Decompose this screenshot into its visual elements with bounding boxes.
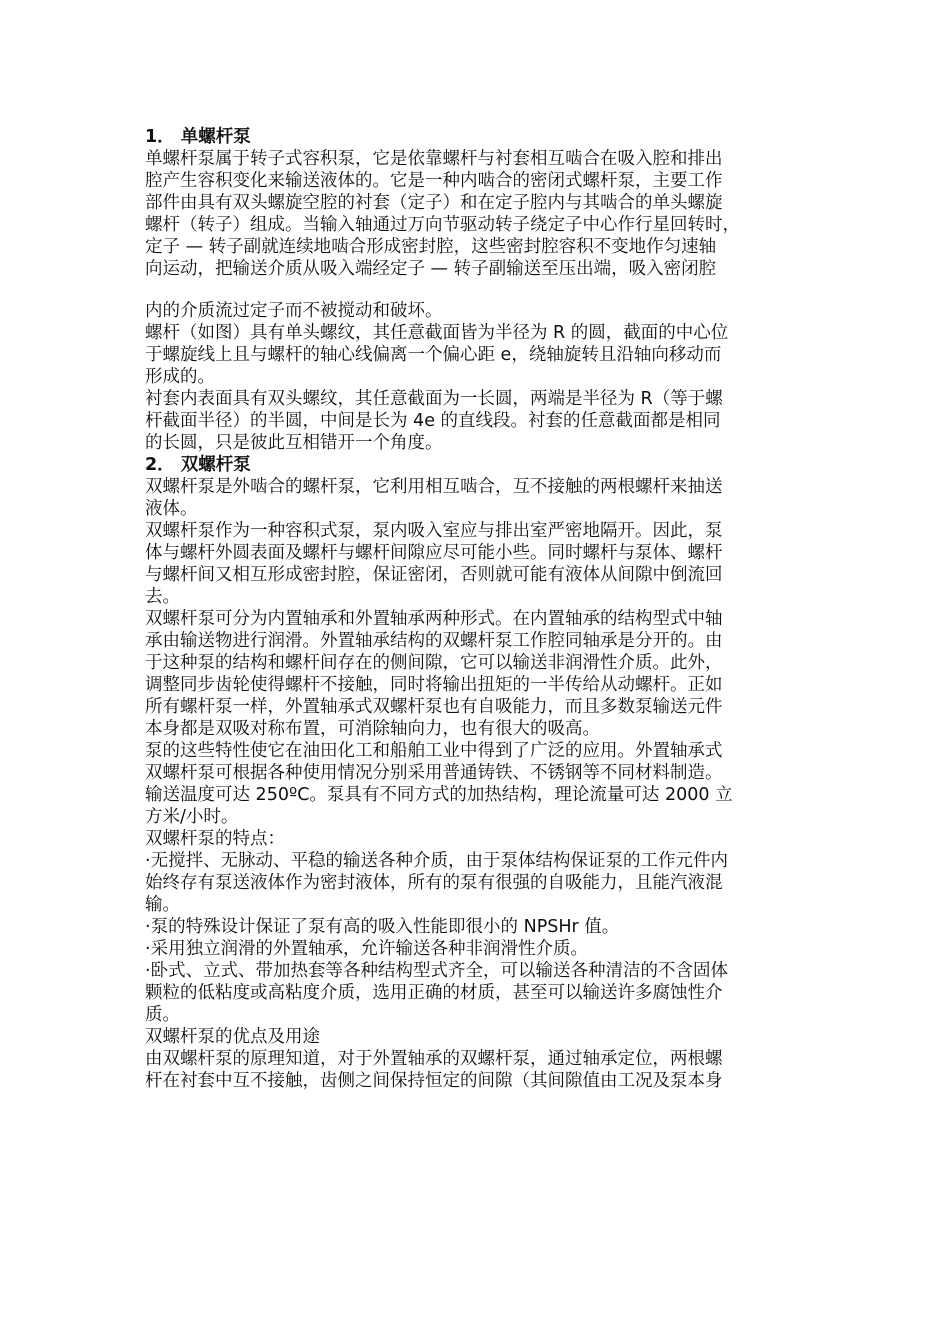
section-heading-twin-screw-pump: 2． 双螺杆泵 xyxy=(145,455,251,475)
text-line: 承由输送物进行润滑。外置轴承结构的双螺杆泵工作腔同轴承是分开的。由 xyxy=(145,631,723,651)
text-line: 泵的这些特性使它在油田化工和船舶工业中得到了广泛的应用。外置轴承式 xyxy=(145,741,723,761)
text-line: 定子 — 转子副就连续地啮合形成密封腔，这些密封腔容积不变地作匀速轴 xyxy=(145,237,717,257)
text-line: 去。 xyxy=(145,587,180,607)
paragraph-twin-screw-bearings xyxy=(145,608,810,740)
list-item: 始终存有泵送液体作为密封液体，所有的泵有很强的自吸能力，且能汽液混 xyxy=(145,873,723,893)
list-item: ·泵的特殊设计保证了泵有高的吸入性能即很小的 NPSHr 值。 xyxy=(145,917,620,937)
features-list xyxy=(145,850,810,1026)
text-line: 杆在衬套中互不接触，齿侧之间保持恒定的间隙（其间隙值由工况及泵本身 xyxy=(145,1071,723,1091)
text-line: 向运动，把输送介质从吸入端经定子 — 转子副输送至压出端，吸入密闭腔 xyxy=(145,259,717,279)
text-line: 由双螺杆泵的原理知道，对于外置轴承的双螺杆泵，通过轴承定位，两根螺 xyxy=(145,1049,723,1069)
text-line: 于这种泵的结构和螺杆间存在的侧间隙，它可以输送非润滑性介质。此外， xyxy=(145,653,723,673)
spacer xyxy=(145,280,810,300)
list-item: 输。 xyxy=(145,895,180,915)
text-line: 双螺杆泵可分为内置轴承和外置轴承两种形式。在内置轴承的结构型式中轴 xyxy=(145,609,723,629)
text-line: 螺杆（转子）组成。当输入轴通过万向节驱动转子绕定子中心作行星回转时， xyxy=(145,215,740,235)
text-line: 部件由具有双头螺旋空腔的衬套（定子）和在定子腔内与其啮合的单头螺旋 xyxy=(145,193,723,213)
paragraph-advantages xyxy=(145,1048,810,1092)
text-line: 形成的。 xyxy=(145,367,215,387)
text-line: 于螺旋线上且与螺杆的轴心线偏离一个偏心距 e，绕轴旋转且沿轴向移动而 xyxy=(145,345,722,365)
text-line: 双螺杆泵作为一种容积式泵，泵内吸入室应与排出室严密地隔开。因此，泵 xyxy=(145,521,723,541)
text-line: 液体。 xyxy=(145,499,198,519)
text-line: 本身都是双吸对称布置，可消除轴向力，也有很大的吸高。 xyxy=(145,719,600,739)
text-line: 杆截面半径）的半圆，中间是长为 4e 的直线段。衬套的任意截面都是相同 xyxy=(145,411,721,431)
paragraph-single-screw-intro xyxy=(145,148,810,322)
paragraph-twin-screw-applications xyxy=(145,740,810,828)
list-item: ·采用独立润滑的外置轴承，允许输送各种非润滑性介质。 xyxy=(145,939,589,959)
document-page xyxy=(145,126,810,1092)
text-line: 的长圆，只是彼此互相错开一个角度。 xyxy=(145,433,443,453)
text-line: 腔产生容积变化来输送液体的。它是一种内啮合的密闭式螺杆泵，主要工作 xyxy=(145,171,723,191)
section-heading-single-screw-pump: 1． 单螺杆泵 xyxy=(145,127,251,147)
text-line: 双螺杆泵可根据各种使用情况分别采用普通铸铁、不锈钢等不同材料制造。 xyxy=(145,763,723,783)
list-item: 颗粒的低粘度或高粘度介质，选用正确的材质，甚至可以输送许多腐蚀性介 xyxy=(145,983,723,1003)
list-item: 质。 xyxy=(145,1005,180,1025)
text-line: 内的介质流过定子而不被搅动和破坏。 xyxy=(145,301,443,321)
paragraph-screw-description xyxy=(145,322,810,388)
paragraph-twin-screw-intro xyxy=(145,476,810,520)
text-line: 调整同步齿轮使得螺杆不接触，同时将输出扭矩的一半传给从动螺杆。正如 xyxy=(145,675,723,695)
text-line: 螺杆（如图）具有单头螺纹，其任意截面皆为半径为 R 的圆，截面的中心位 xyxy=(145,323,729,343)
advantages-title: 双螺杆泵的优点及用途 xyxy=(145,1027,320,1047)
paragraph-bushing-description xyxy=(145,388,810,454)
text-line: 单螺杆泵属于转子式容积泵，它是依靠螺杆与衬套相互啮合在吸入腔和排出 xyxy=(145,149,723,169)
text-line: 方米/小时。 xyxy=(145,807,239,827)
text-line: 输送温度可达 250ºC。泵具有不同方式的加热结构，理论流量可达 2000 立 xyxy=(145,785,733,805)
text-line: 与螺杆间又相互形成密封腔，保证密闭，否则就可能有液体从间隙中倒流回 xyxy=(145,565,723,585)
text-line: 双螺杆泵是外啮合的螺杆泵，它利用相互啮合，互不接触的两根螺杆来抽送 xyxy=(145,477,723,497)
list-item: ·卧式、立式、带加热套等各种结构型式齐全，可以输送各种清洁的不含固体 xyxy=(145,961,729,981)
list-item: ·无搅拌、无脉动、平稳的输送各种介质，由于泵体结构保证泵的工作元件内 xyxy=(145,851,729,871)
features-title: 双螺杆泵的特点： xyxy=(145,829,285,849)
text-line: 体与螺杆外圆表面及螺杆与螺杆间隙应尽可能小些。同时螺杆与泵体、螺杆 xyxy=(145,543,723,563)
text-line: 衬套内表面具有双头螺纹，其任意截面为一长圆，两端是半径为 R（等于螺 xyxy=(145,389,723,409)
text-line: 所有螺杆泵一样，外置轴承式双螺杆泵也有自吸能力，而且多数泵输送元件 xyxy=(145,697,723,717)
paragraph-twin-screw-sealing xyxy=(145,520,810,608)
